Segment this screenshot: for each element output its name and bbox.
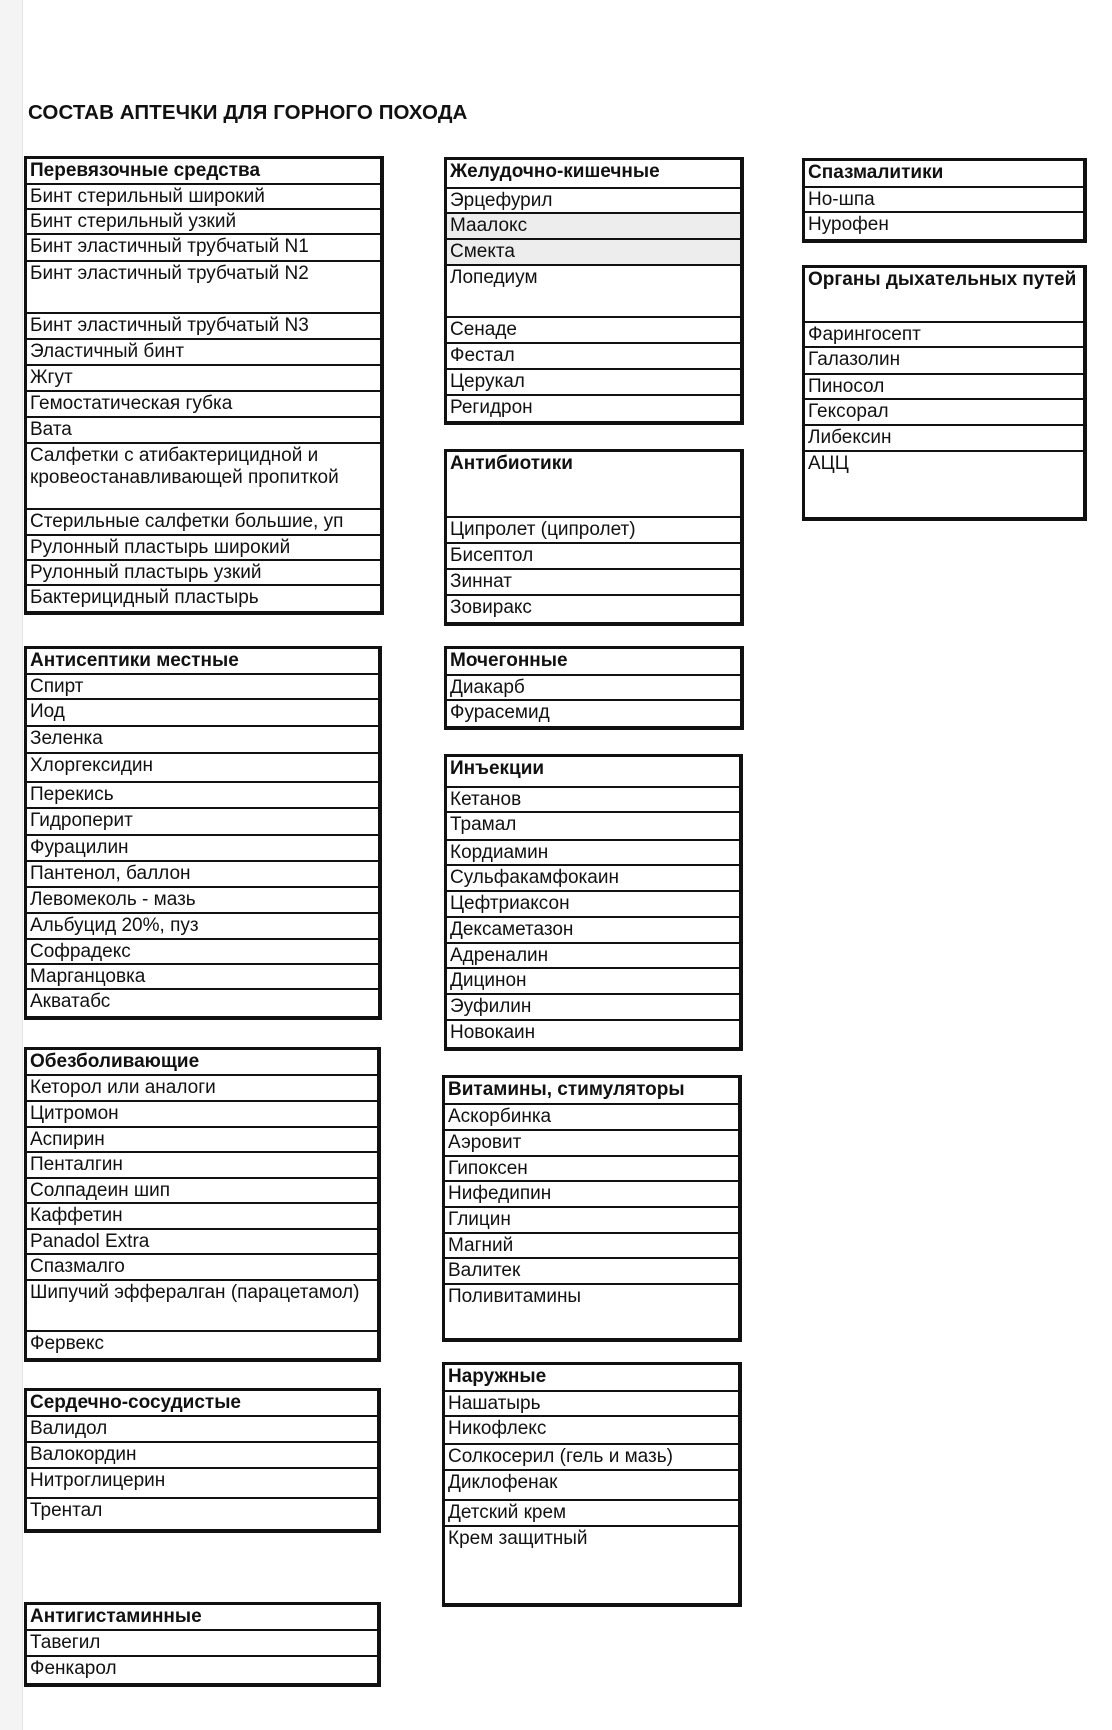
table-row: Аскорбинка <box>445 1105 738 1131</box>
table-row: Магний <box>445 1234 738 1259</box>
table-header: Спазмалитики <box>805 161 1083 188</box>
table-row: Гемостатическая губка <box>27 392 380 418</box>
table-vitamins <box>442 1075 742 1342</box>
table-row: Фурацилин <box>27 836 378 862</box>
page-title: СОСТАВ АПТЕЧКИ ДЛЯ ГОРНОГО ПОХОДА <box>28 101 468 124</box>
table-cardio <box>24 1388 381 1533</box>
table-row: Дексаметазон <box>447 918 739 944</box>
table-header: Обезболивающие <box>27 1050 377 1076</box>
table-row: Шипучий эффералган (парацетамол) <box>27 1281 377 1332</box>
table-row: Крем защитный <box>448 1528 588 1549</box>
table-row: Бинт стерильный узкий <box>27 210 380 235</box>
table-row: Сульфакамфокаин <box>447 866 739 892</box>
table-row: Зовиракс <box>450 597 532 618</box>
table-diuretics <box>444 646 744 730</box>
table-row: Ципролет (ципролет) <box>447 518 740 544</box>
table-header: Сердечно-сосудистые <box>27 1391 377 1417</box>
table-row: Церукал <box>447 370 740 396</box>
table-row: Марганцовка <box>27 965 378 990</box>
table-row: Солпадеин шип <box>27 1179 377 1204</box>
table-row: АЦЦ <box>808 453 849 474</box>
table-row: Пиносол <box>805 375 1083 400</box>
table-row: Дицинон <box>447 969 739 995</box>
table-row: Сенаде <box>447 318 740 344</box>
table-row: Тавегил <box>27 1631 377 1657</box>
table-row: Галазолин <box>805 348 1083 375</box>
table-row: Валокордин <box>27 1443 377 1469</box>
table-dressing <box>24 156 384 615</box>
table-row: Бинт эластичный трубчатый N2 <box>27 262 380 314</box>
table-header: Органы дыхательных путей <box>805 268 1083 323</box>
table-row: Иод <box>27 700 378 727</box>
table-row: Поливитамины <box>448 1286 582 1307</box>
table-row: Бинт эластичный трубчатый N3 <box>27 314 380 340</box>
table-row: Гексорал <box>805 400 1083 426</box>
table-spasmolytics <box>802 158 1087 243</box>
table-row: Диклофенак <box>445 1471 738 1501</box>
table-row: Салфетки с атибактерицидной и кровеостанавливающей пропиткой <box>27 444 380 510</box>
table-row: Фарингосепт <box>805 323 1083 348</box>
table-row: Рулонный пластырь узкий <box>27 561 380 586</box>
table-row: Либексин <box>805 426 1083 452</box>
table-header: Антигистаминные <box>27 1605 377 1631</box>
table-row: Акватабс <box>30 991 111 1012</box>
table-row: Софрадекс <box>27 940 378 965</box>
table-injections <box>444 754 743 1051</box>
table-row: Детский крем <box>445 1501 738 1527</box>
table-row: Цефтриаксон <box>447 892 739 918</box>
table-row: Кеторол или аналоги <box>27 1076 377 1102</box>
table-respiratory <box>802 265 1087 521</box>
table-header: Антисептики местные <box>27 649 378 675</box>
table-antihistamines <box>24 1602 381 1687</box>
table-row: Трентал <box>30 1500 103 1521</box>
table-header: Витамины, стимуляторы <box>445 1078 738 1105</box>
table-row: Валидол <box>27 1417 377 1443</box>
table-row: Лопедиум <box>447 266 740 318</box>
scan-page-edge <box>0 0 23 1730</box>
table-row: Но-шпа <box>805 188 1083 213</box>
table-row: Фурасемид <box>450 702 550 723</box>
table-external <box>442 1362 742 1607</box>
table-row: Валитек <box>445 1259 738 1285</box>
table-row: Спирт <box>27 675 378 700</box>
table-row: Гипоксен <box>445 1157 738 1182</box>
table-row: Перекись <box>27 783 378 809</box>
table-row: Стерильные салфетки большие, уп <box>27 510 380 536</box>
table-antibiotics <box>444 449 744 626</box>
table-row: Кетанов <box>447 788 739 813</box>
table-row: Panadol Extra <box>27 1230 377 1255</box>
table-header: Мочегонные <box>447 649 740 676</box>
table-row: Эуфилин <box>447 995 739 1021</box>
table-row: Аспирин <box>27 1128 377 1153</box>
table-row: Смекта <box>447 240 740 266</box>
table-row: Эрцефурил <box>447 189 740 214</box>
table-row: Фервекс <box>30 1333 105 1354</box>
table-row: Левомеколь - мазь <box>27 888 378 914</box>
table-row: Хлоргексидин <box>27 754 378 783</box>
table-row: Нурофен <box>808 214 889 235</box>
table-row: Цитромон <box>27 1102 377 1128</box>
table-row: Диакарб <box>447 676 740 701</box>
table-row: Солкосерил (гель и мазь) <box>445 1445 738 1471</box>
table-row: Альбуцид 20%, пуз <box>27 914 378 940</box>
table-row: Адреналин <box>447 944 739 969</box>
table-row: Фенкарол <box>30 1658 117 1679</box>
table-header: Желудочно-кишечные <box>447 160 740 189</box>
table-painkillers <box>24 1047 381 1362</box>
table-header: Перевязочные средства <box>27 159 380 185</box>
table-header: Наружные <box>445 1365 738 1392</box>
table-row: Кордиамин <box>447 841 739 866</box>
table-gastro <box>444 157 744 425</box>
table-row: Рулонный пластырь широкий <box>27 536 380 561</box>
table-row: Нашатырь <box>445 1392 738 1417</box>
table-row: Зеленка <box>27 727 378 754</box>
table-row: Маалокс <box>447 214 740 240</box>
table-row: Гидроперит <box>27 809 378 836</box>
table-antiseptics <box>24 646 382 1020</box>
table-row: Жгут <box>27 366 380 392</box>
table-row: Спазмалго <box>27 1255 377 1281</box>
table-row: Аэровит <box>445 1131 738 1157</box>
table-row: Никофлекс <box>445 1417 738 1445</box>
table-row: Бинт эластичный трубчатый N1 <box>27 235 380 262</box>
table-row: Бактерицидный пластырь <box>30 587 259 608</box>
table-row: Регидрон <box>450 397 533 418</box>
table-row: Трамал <box>447 813 739 841</box>
table-row: Пантенол, баллон <box>27 862 378 888</box>
table-row: Глицин <box>445 1208 738 1234</box>
table-row: Новокаин <box>450 1022 536 1043</box>
table-row: Эластичный бинт <box>27 340 380 366</box>
table-header: Антибиотики <box>447 452 740 518</box>
table-header: Инъекции <box>447 757 739 788</box>
table-row: Бинт стерильный широкий <box>27 185 380 210</box>
table-row: Нитроглицерин <box>27 1469 377 1499</box>
table-row: Бисептол <box>447 544 740 570</box>
table-row: Вата <box>27 418 380 444</box>
table-row: Фестал <box>447 344 740 370</box>
table-row: Пенталгин <box>27 1153 377 1179</box>
table-row: Каффетин <box>27 1204 377 1230</box>
table-row: Нифедипин <box>445 1182 738 1208</box>
table-row: Зиннат <box>447 570 740 596</box>
